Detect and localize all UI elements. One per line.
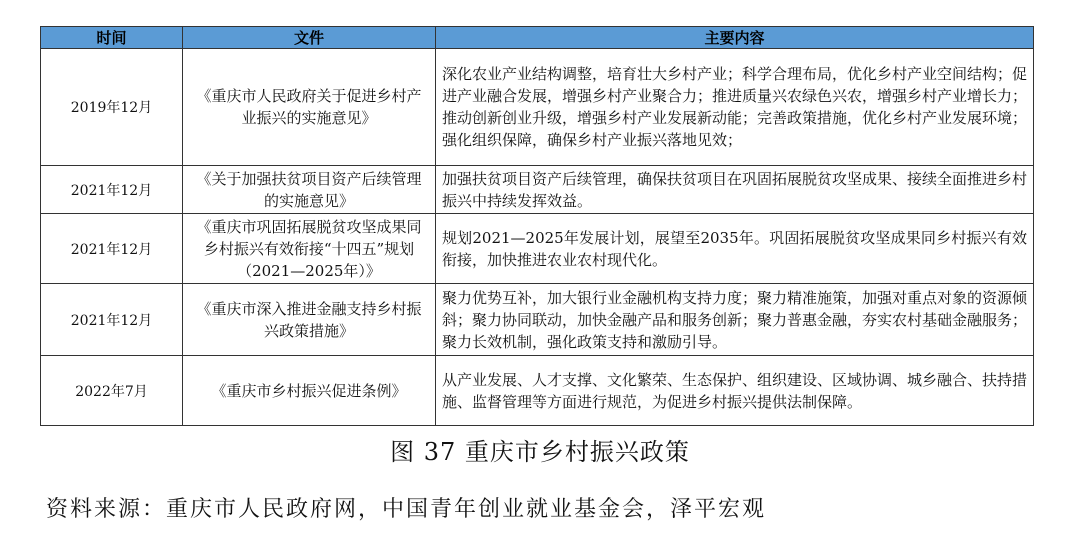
- cell-document: 《重庆市乡村振兴促进条例》: [183, 356, 436, 426]
- table-row: [41, 356, 1034, 426]
- table-row: [41, 49, 1034, 166]
- cell-document: 《重庆市人民政府关于促进乡村产业振兴的实施意见》: [183, 49, 436, 166]
- cell-content: 深化农业产业结构调整，培育壮大乡村产业；科学合理布局，优化乡村产业空间结构；促进产业融合发展，增强乡村产业聚合力；推进质量兴农绿色兴农，增强乡村产业增长力；推动创新创业升级，增强乡村产业发展新动能；完善政策措施，优化乡村产业发展环境；强化组织保障，确保乡村产业振兴落地见效；: [436, 49, 1034, 166]
- cell-content: 聚力优势互补，加大银行业金融机构支持力度；聚力精准施策，加强对重点对象的资源倾斜；聚力协同联动，加快金融产品和服务创新；聚力普惠金融，夯实农村基础金融服务；聚力长效机制，强化政策支持和激励引导。: [436, 284, 1034, 356]
- header-time: 时间: [41, 27, 183, 49]
- cell-content: 从产业发展、人才支撑、文化繁荣、生态保护、组织建设、区域协调、城乡融合、扶持措施、监督管理等方面进行规范，为促进乡村振兴提供法制保障。: [436, 356, 1034, 426]
- cell-time: 2019年12月: [41, 49, 183, 166]
- table-row: [41, 214, 1034, 284]
- policy-table: [40, 26, 1034, 426]
- figure-caption: 图 37 重庆市乡村振兴政策: [390, 438, 690, 466]
- cell-content: 加强扶贫项目资产后续管理，确保扶贫项目在巩固拓展脱贫攻坚成果、接续全面推进乡村振兴中持续发挥效益。: [436, 166, 1034, 214]
- cell-document: 《重庆市深入推进金融支持乡村振兴政策措施》: [183, 284, 436, 356]
- cell-document: 《重庆市巩固拓展脱贫攻坚成果同乡村振兴有效衔接“十四五”规划（2021—2025年）》: [183, 214, 436, 284]
- table-row: [41, 284, 1034, 356]
- header-document: 文件: [183, 27, 436, 49]
- cell-content: 规划2021—2025年发展计划，展望至2035年。巩固拓展脱贫攻坚成果同乡村振兴有效衔接，加快推进农业农村现代化。: [436, 214, 1034, 284]
- source-note: 资料来源：重庆市人民政府网，中国青年创业就业基金会，泽平宏观: [46, 497, 767, 522]
- cell-time: 2021年12月: [41, 284, 183, 356]
- cell-document: 《关于加强扶贫项目资产后续管理的实施意见》: [183, 166, 436, 214]
- cell-time: 2022年7月: [41, 356, 183, 426]
- table-row: [41, 166, 1034, 214]
- cell-time: 2021年12月: [41, 166, 183, 214]
- header-content: 主要内容: [436, 27, 1034, 49]
- header-row: [41, 27, 1034, 49]
- cell-time: 2021年12月: [41, 214, 183, 284]
